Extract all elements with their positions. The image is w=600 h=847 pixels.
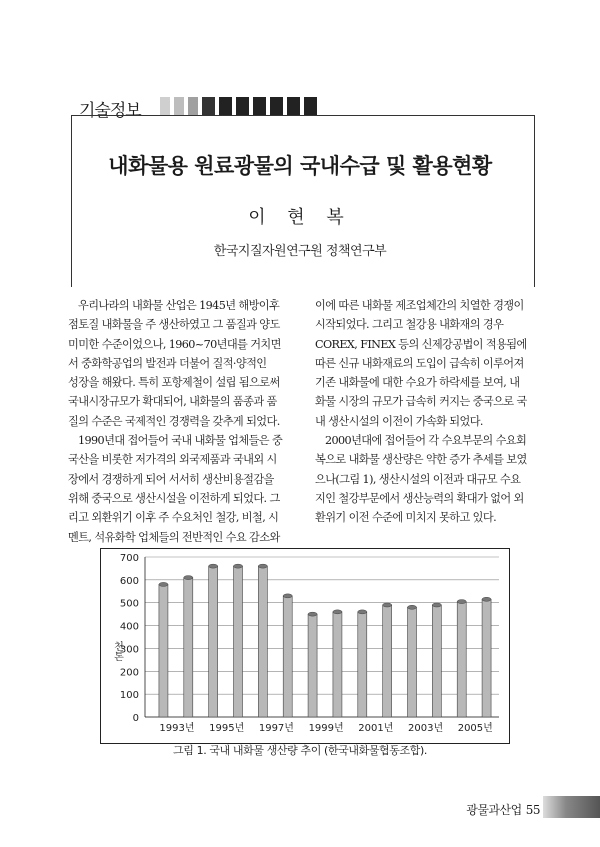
- bar-cap: [209, 564, 218, 568]
- bar-cap: [333, 610, 342, 614]
- body-line: 국산을 비롯한 저가격의 외국제품과 국내외 시: [68, 453, 277, 467]
- body-line: 우리나라의 내화물 산업은 1945년 해방이후: [78, 299, 280, 312]
- section-tag: 기술정보: [79, 101, 141, 121]
- body-left-column: [68, 296, 298, 547]
- body-line: 멘트, 석유화학 업체들의 전반적인 수요 감소와: [68, 530, 280, 544]
- bar-cap: [159, 582, 168, 586]
- tag-block: [270, 97, 283, 116]
- bar-cap: [358, 610, 367, 614]
- bar-cap: [408, 605, 417, 609]
- y-tick-label: 300: [119, 644, 139, 656]
- y-tick-label: 700: [119, 553, 139, 564]
- bar-cap: [308, 612, 317, 616]
- y-tick-label: 100: [119, 690, 139, 702]
- body-line: 이에 따른 내화물 제조업체간의 치열한 경쟁이: [315, 299, 524, 312]
- body-line: 서 중화학공업의 발전과 더불어 질적·양적인: [68, 356, 267, 370]
- tag-block: [219, 97, 232, 116]
- y-axis-label: 천톤: [111, 641, 123, 661]
- x-tick-label: 1993년: [159, 723, 195, 734]
- body-line: 2000년대에 접어들어 각 수요부문의 수요회: [325, 434, 527, 448]
- bar-cap: [432, 603, 441, 607]
- tag-block: [304, 97, 317, 116]
- bar: [408, 607, 417, 717]
- tag-block: [202, 97, 215, 116]
- page-number: 55: [525, 803, 540, 817]
- bar: [383, 605, 392, 717]
- tag-block: [160, 97, 170, 116]
- footer-bar: [543, 796, 600, 818]
- tag-block: [287, 97, 300, 116]
- tag-block: [236, 97, 249, 116]
- bar: [234, 566, 243, 717]
- bar-cap: [482, 597, 491, 601]
- bar: [457, 602, 466, 717]
- body-line: 국내시장규모가 확대되어, 내화물의 품종과 품: [68, 395, 277, 409]
- body-right-column: [315, 296, 545, 528]
- journal-name: 광물과산업: [466, 803, 522, 817]
- body-line: 질의 수준은 국제적인 경쟁력을 갖추게 되었다.: [68, 414, 280, 428]
- bar: [159, 584, 168, 717]
- bar: [283, 596, 292, 717]
- y-tick-label: 200: [119, 667, 139, 679]
- body-line: 리고 외환위기 이후 주 수요처인 철강, 비철, 시: [68, 511, 279, 525]
- body-line: 환위기 이전 수준에 미치지 못하고 있다.: [315, 511, 497, 525]
- page-footer: [466, 801, 540, 818]
- bar: [432, 605, 441, 717]
- author-name: 이 현 복: [248, 207, 352, 228]
- x-tick-label: 2003년: [408, 723, 444, 734]
- y-tick-label: 600: [119, 575, 139, 587]
- bar-chart: [101, 549, 509, 743]
- bar-cap: [234, 564, 243, 568]
- body-line: 시작되었다. 그리고 철강용 내화재의 경우: [315, 318, 504, 332]
- body-line: 위해 중국으로 생산시설을 이전하게 되었다. 그: [68, 491, 280, 505]
- x-tick-label: 2005년: [457, 723, 493, 734]
- bar: [358, 612, 367, 717]
- y-tick-label: 500: [119, 598, 139, 610]
- bar: [308, 614, 317, 717]
- bar-cap: [457, 600, 466, 604]
- body-line: 화물 시장의 규모가 급속히 커지는 중국으로 국: [315, 395, 527, 409]
- body-line: 성장을 해왔다. 특히 포항제철이 설립 됨으로써: [68, 376, 280, 390]
- bar-cap: [283, 594, 292, 598]
- y-tick-label: 400: [119, 621, 139, 633]
- body-line: 지인 철강부문에서 생산능력의 확대가 없어 외: [315, 491, 524, 505]
- figure-1-chart: [100, 548, 510, 744]
- figure-caption: 그림 1. 국내 내화물 생산량 추이 (한국내화물협동조합).: [173, 744, 427, 757]
- bar: [209, 566, 218, 717]
- tag-block: [253, 97, 266, 116]
- body-line: 복으로 내화물 생산량은 약한 증가 추세를 보였: [315, 453, 527, 467]
- author-affiliation: 한국지질자원연구원 정책연구부: [213, 244, 387, 259]
- bar: [184, 578, 193, 717]
- x-tick-label: 1995년: [209, 723, 245, 734]
- body-line: 1990년대 접어들어 국내 내화물 업체들은 중: [78, 434, 283, 448]
- tag-block: [188, 97, 198, 116]
- title-frame: [71, 115, 535, 287]
- body-line: 점토질 내화물을 주 생산하였고 그 품질과 양도: [68, 318, 280, 332]
- bar-cap: [258, 564, 267, 568]
- x-tick-label: 2001년: [358, 723, 394, 734]
- article-title: 내화물용 원료광물의 국내수급 및 활용현황: [108, 154, 492, 178]
- bar: [482, 599, 491, 717]
- bar: [258, 566, 267, 717]
- bar-cap: [184, 576, 193, 580]
- y-tick-label: 0: [132, 713, 139, 724]
- body-line: COREX, FINEX 등의 신제강공법이 적용됨에: [315, 337, 527, 351]
- bar: [333, 612, 342, 717]
- x-tick-label: 1997년: [258, 723, 294, 734]
- body-line: 장에서 경쟁하게 되어 서서히 생산비용절감을: [68, 472, 274, 486]
- section-tag-blocks: [160, 97, 326, 116]
- body-line: 미미한 수준이었으나, 1960~70년대를 거치면: [68, 337, 281, 351]
- bar-cap: [383, 603, 392, 607]
- tag-block: [174, 97, 184, 116]
- body-line: 따른 신규 내화재료의 도입이 급속히 이루어져: [315, 356, 524, 370]
- body-line: 기존 내화물에 대한 수요가 하락세를 보여, 내: [315, 376, 520, 390]
- body-line: 내 생산시설의 이전이 가속화 되었다.: [315, 414, 483, 428]
- x-tick-label: 1999년: [308, 723, 344, 734]
- body-line: 으나(그림 1), 생산시설의 이전과 대규모 수요: [315, 472, 521, 486]
